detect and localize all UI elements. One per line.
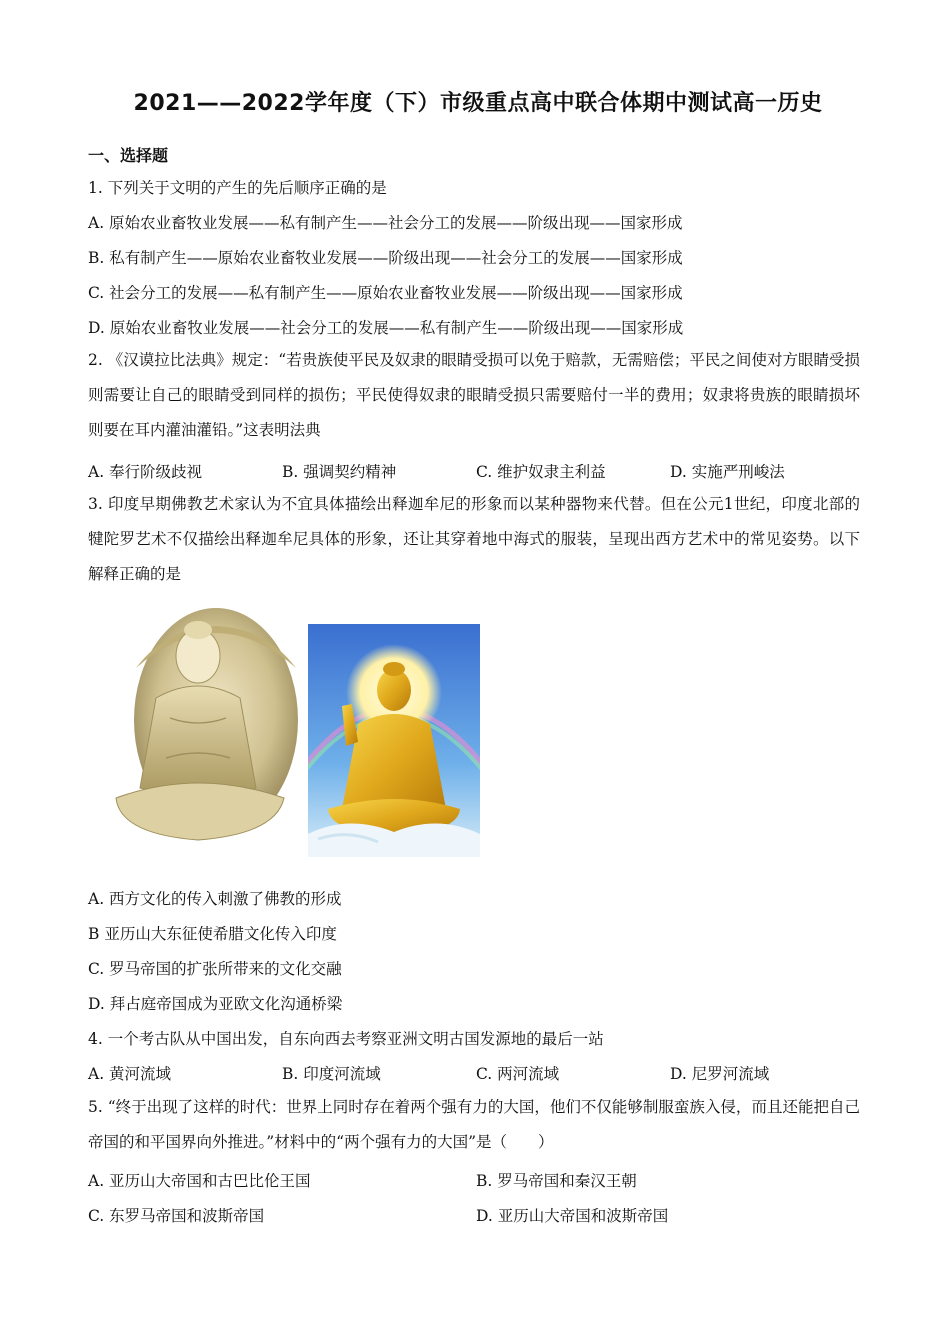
q1-option-c[interactable]: C. 社会分工的发展——私有制产生——原始农业畜牧业发展——阶级出现——国家形成 [88,284,683,302]
q1-stem: 1. 下列关于文明的产生的先后顺序正确的是 [88,179,387,197]
q2-option-d[interactable]: D. 实施严刑峻法 [670,463,785,481]
q5-option-c[interactable]: C. 东罗马帝国和波斯帝国 [88,1207,265,1225]
q2-option-c[interactable]: C. 维护奴隶主利益 [476,463,606,481]
q3-option-b[interactable]: B 亚历山大东征使希腊文化传入印度 [88,925,337,943]
q2-stem: 2. 《汉谟拉比法典》规定：“若贵族使平民及奴隶的眼睛受损可以免于赔款，无需赔偿；平民之间使对方眼睛受损则需要让自己的眼睛受到同样的损伤；平民使得奴隶的眼睛受损只需要赔付一半的费用；奴隶将贵族的眼睛损坏则要在耳内灌油灌铅。”这表明法典 [88,351,860,439]
q3-stem: 3. 印度早期佛教艺术家认为不宜具体描绘出释迦牟尼的形象而以某种器物来代替。但在公元1世纪，印度北部的犍陀罗艺术不仅描绘出释迦牟尼具体的形象，还让其穿着地中海式的服装，呈现出西方艺术中的常见姿势。以下解释正确的是 [88,495,860,583]
q3-option-d[interactable]: D. 拜占庭帝国成为亚欧文化沟通桥梁 [88,995,343,1013]
q4-option-b[interactable]: B. 印度河流域 [282,1065,381,1083]
q2-option-b[interactable]: B. 强调契约精神 [282,463,397,481]
q4-option-a[interactable]: A. 黄河流域 [88,1065,172,1083]
golden-buddha-image [308,624,480,857]
section-heading: 一、选择题 [88,146,169,165]
q4-option-d[interactable]: D. 尼罗河流域 [670,1065,770,1083]
q5-option-a[interactable]: A. 亚历山大帝国和古巴比伦王国 [88,1172,311,1190]
q1-option-d[interactable]: D. 原始农业畜牧业发展——社会分工的发展——私有制产生——阶级出现——国家形成 [88,319,684,337]
q5-stem: 5. “终于出现了这样的时代：世界上同时存在着两个强有力的大国，他们不仅能够制服蛮族入侵，而且还能把自己帝国的和平国界向外推进。”材料中的“两个强有力的大国”是（ ） [88,1098,860,1151]
q3-option-a[interactable]: A. 西方文化的传入刺激了佛教的形成 [88,890,342,908]
q3-option-c[interactable]: C. 罗马帝国的扩张所带来的文化交融 [88,960,342,978]
q4-stem: 4. 一个考古队从中国出发，自东向西去考察亚洲文明古国发源地的最后一站 [88,1030,604,1048]
page-title: 2021——2022学年度（下）市级重点高中联合体期中测试高一历史 [133,91,823,116]
q5-option-b[interactable]: B. 罗马帝国和秦汉王朝 [476,1172,637,1190]
q2-option-a[interactable]: A. 奉行阶级歧视 [88,463,203,481]
q1-option-b[interactable]: B. 私有制产生——原始农业畜牧业发展——阶级出现——社会分工的发展——国家形成 [88,249,683,267]
q1-option-a[interactable]: A. 原始农业畜牧业发展——私有制产生——社会分工的发展——阶级出现——国家形成 [88,214,683,232]
q5-option-d[interactable]: D. 亚历山大帝国和波斯帝国 [476,1207,669,1225]
q4-option-c[interactable]: C. 两河流域 [476,1065,560,1083]
ivory-buddha-image [106,608,298,848]
